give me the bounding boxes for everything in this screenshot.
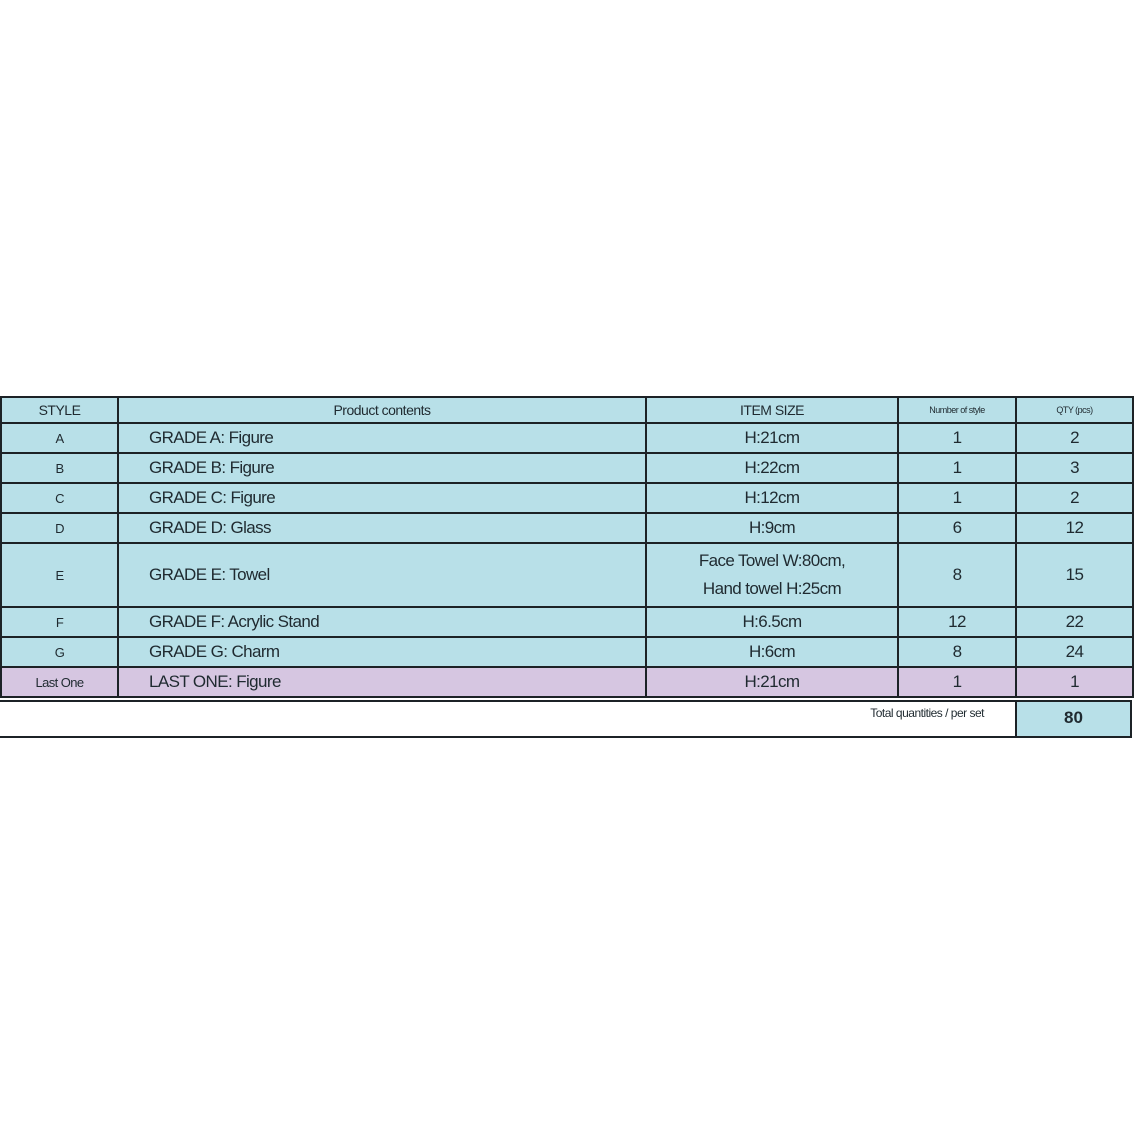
product-cell: GRADE C: Figure xyxy=(118,483,646,513)
header-product: Product contents xyxy=(118,397,646,423)
qty-cell: 22 xyxy=(1016,607,1133,637)
size-cell: H:21cm xyxy=(646,667,898,697)
qty-cell: 15 xyxy=(1016,543,1133,607)
table-row xyxy=(1,637,1133,667)
size-cell: H:6cm xyxy=(646,637,898,667)
number-cell: 1 xyxy=(898,667,1016,697)
table-row xyxy=(1,423,1133,453)
style-cell: F xyxy=(1,607,118,637)
table-row xyxy=(1,607,1133,637)
qty-cell: 2 xyxy=(1016,483,1133,513)
number-cell: 6 xyxy=(898,513,1016,543)
product-cell: LAST ONE: Figure xyxy=(118,667,646,697)
product-cell: GRADE E: Towel xyxy=(118,543,646,607)
total-value: 80 xyxy=(1015,702,1132,736)
last-one-row xyxy=(1,667,1133,697)
style-cell: C xyxy=(1,483,118,513)
qty-cell: 24 xyxy=(1016,637,1133,667)
number-cell: 1 xyxy=(898,453,1016,483)
header-style: STYLE xyxy=(1,397,118,423)
total-row xyxy=(0,700,1132,738)
size-cell: H:9cm xyxy=(646,513,898,543)
total-label: Total quantities / per set xyxy=(870,706,984,720)
table-row xyxy=(1,543,1133,607)
size-cell: H:12cm xyxy=(646,483,898,513)
style-cell: G xyxy=(1,637,118,667)
product-cell: GRADE F: Acrylic Stand xyxy=(118,607,646,637)
qty-cell: 3 xyxy=(1016,453,1133,483)
qty-cell: 2 xyxy=(1016,423,1133,453)
size-line-1: Face Towel W:80cm, xyxy=(698,551,846,570)
size-cell: H:22cm xyxy=(646,453,898,483)
product-cell: GRADE D: Glass xyxy=(118,513,646,543)
style-cell: A xyxy=(1,423,118,453)
qty-cell: 12 xyxy=(1016,513,1133,543)
style-cell: B xyxy=(1,453,118,483)
product-cell: GRADE B: Figure xyxy=(118,453,646,483)
product-table-sheet xyxy=(0,396,1132,738)
header-qty: QTY (pcs) xyxy=(1016,397,1133,423)
style-cell: D xyxy=(1,513,118,543)
product-cell: GRADE A: Figure xyxy=(118,423,646,453)
number-cell: 12 xyxy=(898,607,1016,637)
size-cell: H:6.5cm xyxy=(646,607,898,637)
product-cell: GRADE G: Charm xyxy=(118,637,646,667)
product-table xyxy=(0,396,1134,698)
number-cell: 8 xyxy=(898,543,1016,607)
number-cell: 1 xyxy=(898,423,1016,453)
style-cell: Last One xyxy=(1,667,118,697)
size-cell xyxy=(646,543,898,607)
number-cell: 8 xyxy=(898,637,1016,667)
qty-cell: 1 xyxy=(1016,667,1133,697)
size-cell: H:21cm xyxy=(646,423,898,453)
number-cell: 1 xyxy=(898,483,1016,513)
size-line-2: Hand towel H:25cm xyxy=(702,579,842,598)
style-cell: E xyxy=(1,543,118,607)
header-size: ITEM SIZE xyxy=(646,397,898,423)
header-row xyxy=(1,397,1133,423)
table-row xyxy=(1,483,1133,513)
table-row xyxy=(1,513,1133,543)
table-row xyxy=(1,453,1133,483)
header-number: Number of style xyxy=(898,397,1016,423)
